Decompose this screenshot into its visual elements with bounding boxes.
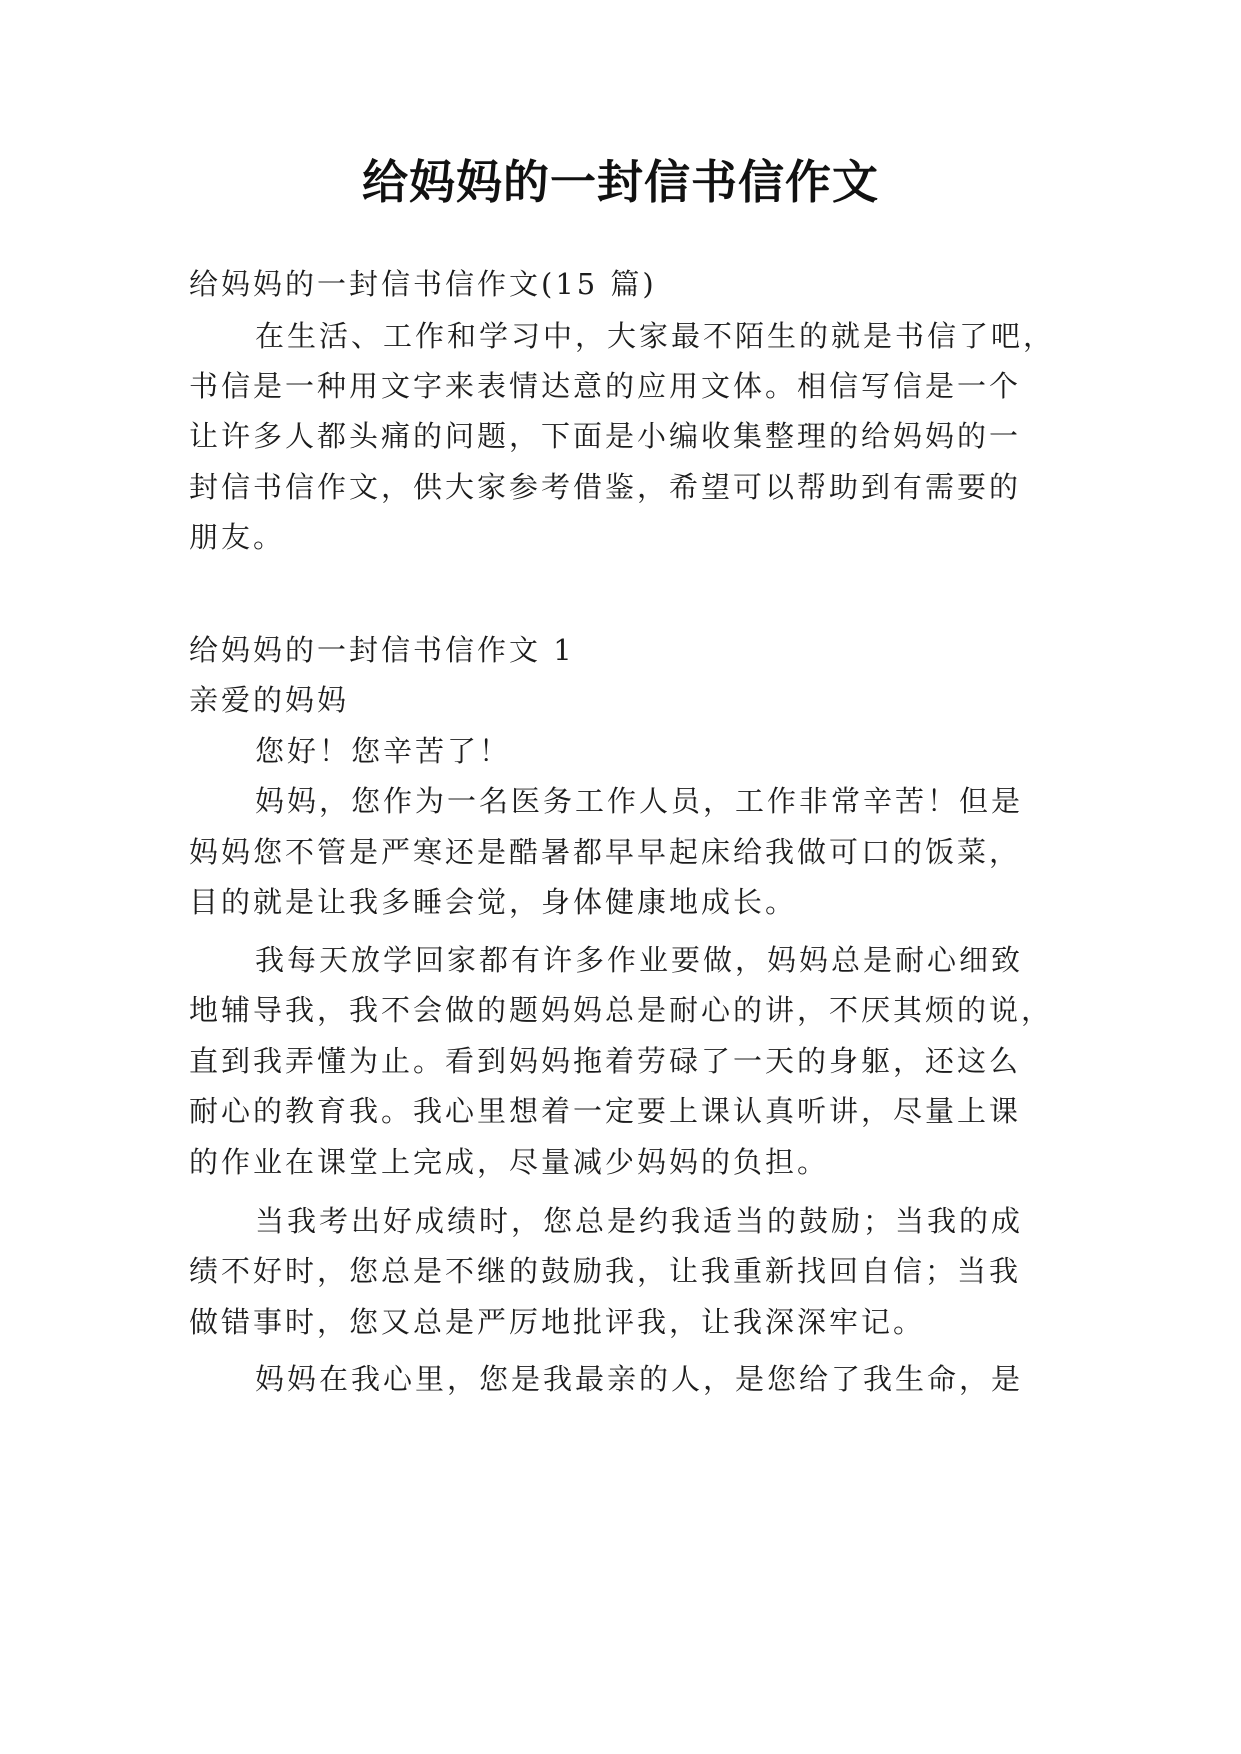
paragraph-line: 当我考出好成绩时，您总是约我适当的鼓励；当我的成 [255,1204,1024,1238]
paragraph-line: 的作业在课堂上完成，尽量减少妈妈的负担。 [189,1145,830,1179]
paragraph-line: 妈妈您不管是严寒还是酷暑都早早起床给我做可口的饭菜， [189,835,1022,869]
paragraph-line: 绩不好时，您总是不继的鼓励我，让我重新找回自信；当我 [189,1254,1022,1288]
intro-line: 在生活、工作和学习中，大家最不陌生的就是书信了吧， [255,319,1056,353]
paragraph-line: 做错事时，您又总是严厉地批评我，让我深深牢记。 [189,1305,926,1339]
letter-salutation: 亲爱的妈妈 [189,683,350,717]
paragraph-line: 妈妈，您作为一名医务工作人员，工作非常辛苦！但是 [255,784,1024,818]
document-title: 给妈妈的一封信书信作文 [362,155,879,209]
paragraph-line: 直到我弄懂为止。看到妈妈拖着劳碌了一天的身躯，还这么 [189,1044,1022,1078]
section-heading: 给妈妈的一封信书信作文 1 [189,633,575,667]
paragraph-line: 我每天放学回家都有许多作业要做，妈妈总是耐心细致 [255,943,1024,977]
subtitle-line: 给妈妈的一封信书信作文(15 篇) [189,267,657,301]
letter-greeting: 您好！您辛苦了！ [255,734,512,768]
intro-line: 书信是一种用文字来表情达意的应用文体。相信写信是一个 [189,369,1022,403]
paragraph-line: 地辅导我，我不会做的题妈妈总是耐心的讲，不厌其烦的说， [189,993,1054,1027]
intro-line: 封信书信作文，供大家参考借鉴，希望可以帮助到有需要的 [189,470,1022,504]
intro-line: 让许多人都头痛的问题，下面是小编收集整理的给妈妈的一 [189,419,1022,453]
intro-line: 朋友。 [189,520,286,554]
paragraph-line: 耐心的教育我。我心里想着一定要上课认真听讲，尽量上课 [189,1094,1022,1128]
paragraph-line: 目的就是让我多睡会觉，身体健康地成长。 [189,885,798,919]
paragraph-line: 妈妈在我心里，您是我最亲的人，是您给了我生命，是 [255,1362,1024,1396]
